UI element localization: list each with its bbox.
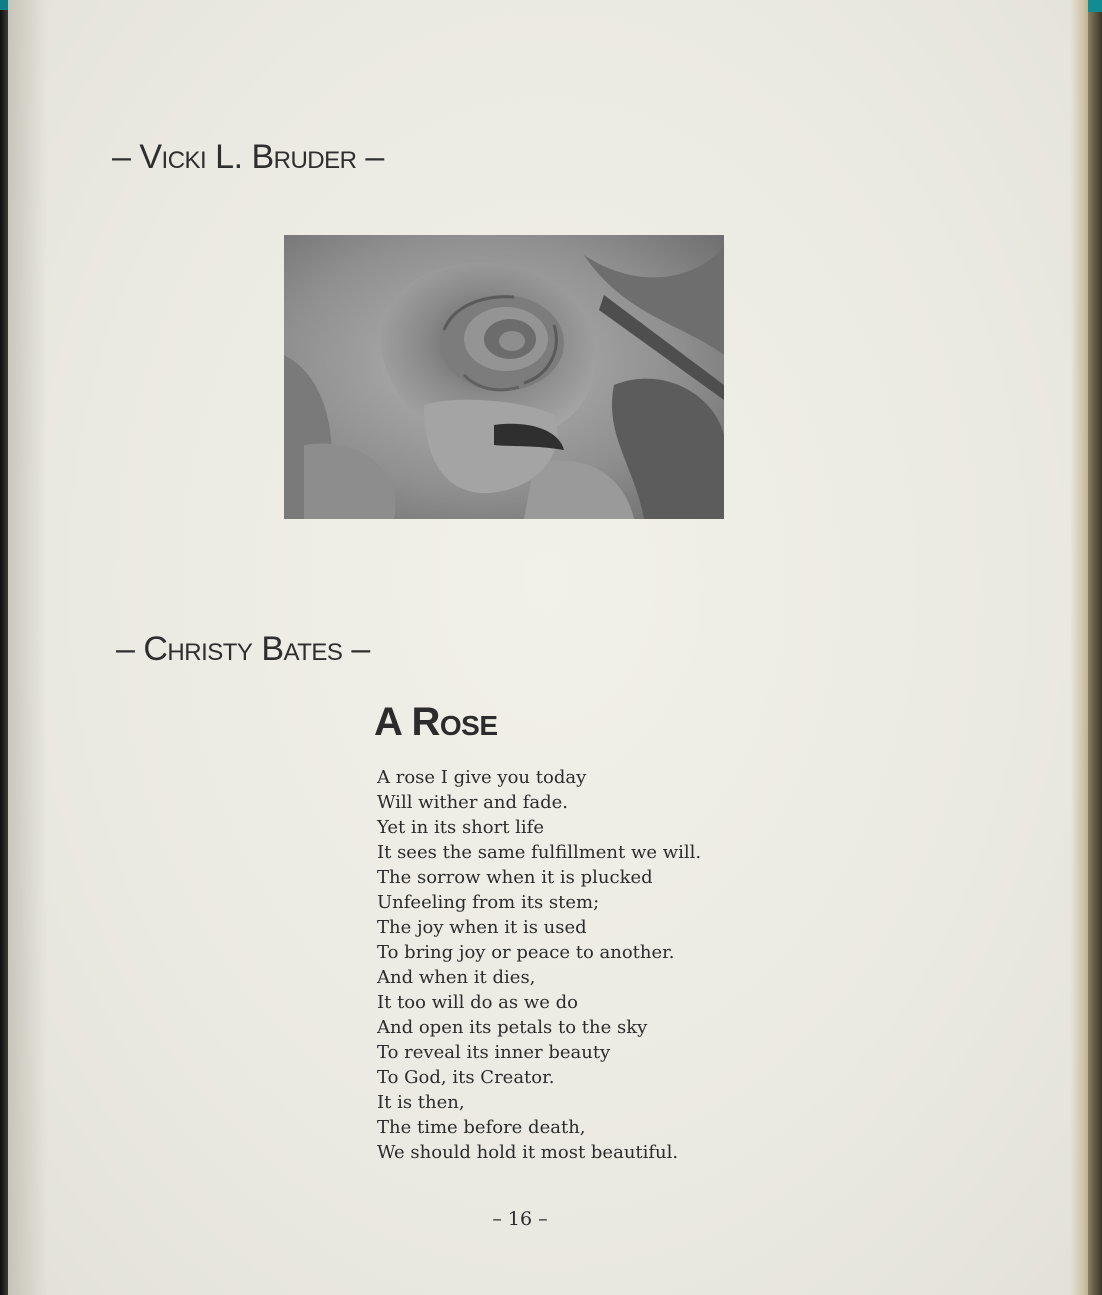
author-credit-vicki-bruder: – Vicki L. Bruder – [112, 138, 384, 176]
poem-line: And open its petals to the sky [377, 1017, 648, 1038]
poem-line: To God, its Creator. [377, 1067, 555, 1088]
cover-accent [0, 0, 8, 10]
poem-line: The time before death, [377, 1117, 586, 1138]
poem-line: It sees the same fulfillment we will. [377, 842, 702, 863]
poem-title: A Rose [374, 700, 498, 744]
poem-body [377, 765, 701, 1165]
poem-line: We should hold it most beautiful. [377, 1142, 679, 1163]
poem-line: The joy when it is used [377, 917, 587, 938]
page-number: – 16 – [492, 1208, 548, 1230]
page-spine-shadow [8, 0, 48, 1295]
poem-line: To bring joy or peace to another. [377, 942, 675, 963]
poem-line: To reveal its inner beauty [377, 1042, 611, 1063]
cover-accent [1088, 0, 1102, 12]
poem-line: And when it dies, [377, 967, 536, 988]
book-left-cover [0, 0, 8, 1295]
poem-line: Unfeeling from its stem; [377, 892, 600, 913]
poem-line: Will wither and fade. [377, 792, 569, 813]
page-edge-shadow [1070, 0, 1088, 1295]
poem-line: It too will do as we do [377, 992, 579, 1013]
poem-line: A rose I give you today [377, 767, 587, 788]
poem-line: Yet in its short life [377, 817, 545, 838]
rose-photo [284, 235, 724, 519]
poem-line: The sorrow when it is plucked [377, 867, 653, 888]
author-credit-christy-bates: – Christy Bates – [116, 630, 370, 668]
poem-line: It is then, [377, 1092, 465, 1113]
book-right-cover [1088, 0, 1102, 1295]
